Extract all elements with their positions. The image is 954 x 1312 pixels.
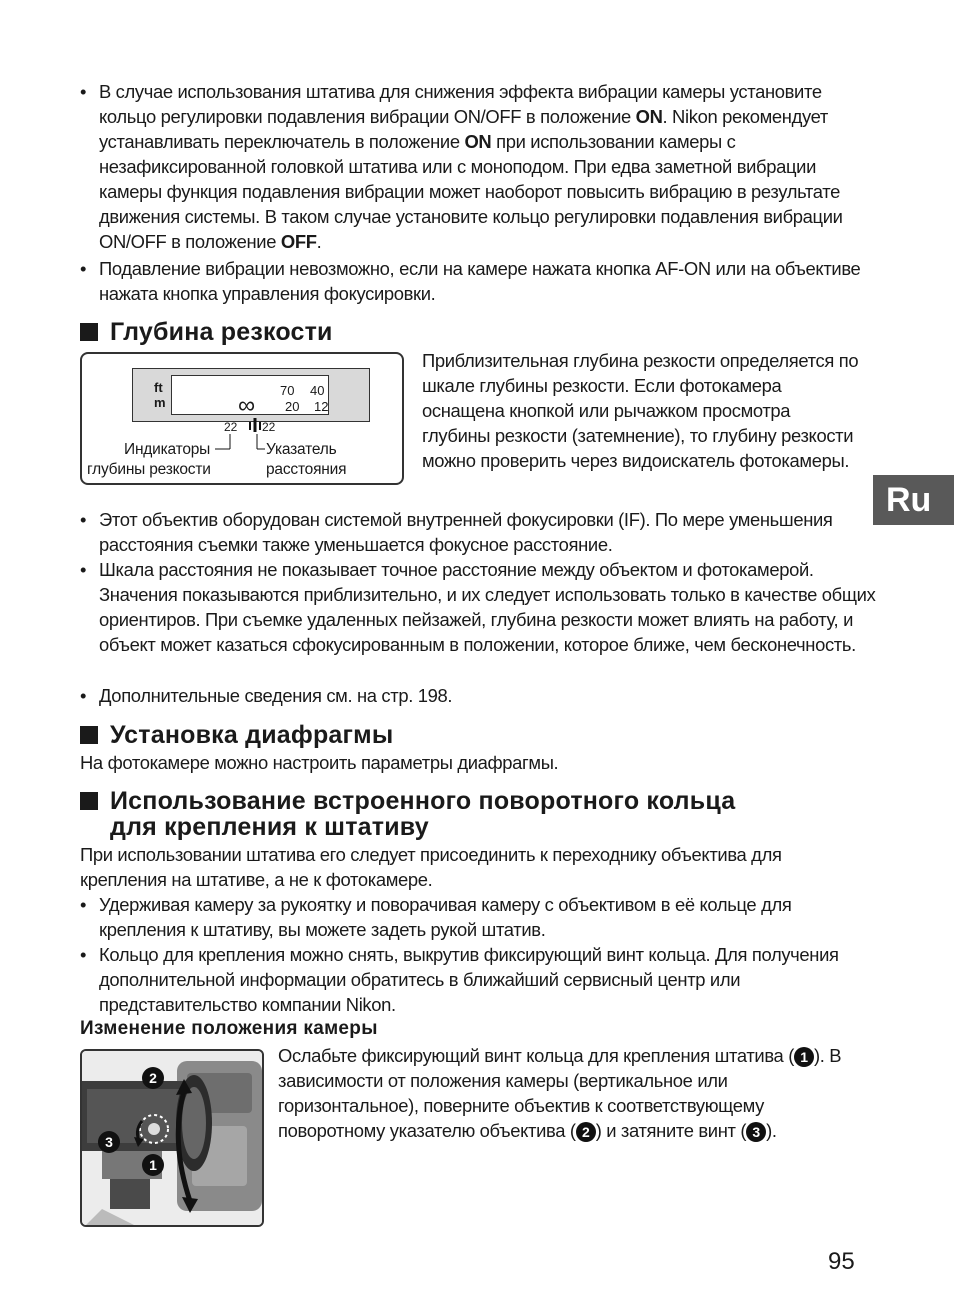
callout-3: 3: [98, 1131, 120, 1153]
off-label: OFF: [280, 231, 317, 252]
step-num-3: 3: [746, 1122, 766, 1142]
vr-af-on-bullet: • Подавление вибрации невозможно, если на камере нажата кнопка AF-ON или на объективе нажата кнопка управления фокусировки.: [80, 256, 879, 306]
on-label: ON: [464, 131, 492, 152]
vr-tripod-bullet: • В случае использования штатива для снижения эффекта вибрации камеры установите кольцо регулировки подавления вибрации ON/OFF в положение ON. Nikon рекомендует устанавливать переключатель в положение ON при использовании камеры с незафиксированной головкой штатива или с моноподом. При едва заметной вибрации камеры функция подавления вибрации может наоборот повысить вибрацию в результате движения системы. В таком случае установите кольцо регулировки подавления вибрации ON/OFF в положение OFF.: [80, 79, 879, 254]
page-number: 95: [828, 1248, 855, 1275]
unit-m: m: [154, 395, 166, 410]
dof-mark-left: 22: [224, 420, 238, 434]
dof-scale-figure: [80, 352, 404, 485]
distance-scale-bullet: • Шкала расстояния не показывает точное расстояние между объектом и фотокамерой. Значения показываются приблизительно, и их следует использовать только в качестве общих ориентиров. При съемке удаленных пейзажей, глубина резкости может влиять на работу, и объект может казаться сфокусированным в положении, которое ближе, чем бесконечность.: [80, 557, 884, 657]
indicators-label-2: глубины резкости: [87, 461, 211, 478]
pointer-label: Указатель: [266, 441, 337, 458]
language-tab: Ru: [873, 475, 954, 525]
tripod-intro: При использовании штатива его следует присоединить к переходнику объектива для крепления на штативе, а не к фотокамере.: [80, 844, 782, 890]
dof-heading: Глубина резкости: [80, 319, 333, 345]
callout-1: 1: [142, 1154, 164, 1176]
camera-position-subheading: Изменение положения камеры: [80, 1018, 378, 1039]
dof-mark-right: 22: [262, 420, 276, 434]
if-bullet: • Этот объектив оборудован системой внутренней фокусировки (IF). По мере уменьшения расстояния съемки также уменьшается фокусное расстояние.: [80, 507, 879, 557]
tripod-bullet-remove: • Кольцо для крепления можно снять, выкрутив фиксирующий винт кольца. Для получения дополнительной информации обратитесь в ближайший сервисный центр или представительство компании Nikon.: [80, 942, 884, 1017]
aperture-text: На фотокамере можно настроить параметры диафрагмы.: [80, 752, 559, 773]
tripod-bullet-grip: • Удерживая камеру за рукоятку и поворачивая камеру с объективом в её кольце для крепления к штативу, вы можете задеть рукой штатив.: [80, 892, 879, 942]
camera-position-step: Ослабьте фиксирующий винт кольца для крепления штатива ( 1 ). В зависимости от положения камеры (вертикальное или горизонтальное), поверните объектив к соответствующему поворотному указателю объектива ( 2 ) и затяните винт ( 3 ).: [278, 1045, 842, 1141]
tripod-heading: Использование встроенного поворотного кольца для крепления к штативу: [80, 788, 735, 840]
ft-value: 40: [310, 383, 325, 398]
pointer-label-2: расстояния: [266, 461, 347, 478]
indicators-label: Индикаторы: [124, 441, 211, 458]
m-value: 12: [314, 399, 329, 414]
heading-square-icon: [80, 792, 98, 810]
ft-value: 70: [280, 383, 295, 398]
callout-2: 2: [142, 1067, 164, 1089]
aperture-heading: Установка диафрагмы: [80, 722, 393, 748]
heading-square-icon: [80, 726, 98, 744]
on-label: ON: [635, 106, 663, 127]
tripod-ring-photo: [80, 1049, 264, 1227]
infinity-mark: ∞: [238, 392, 256, 419]
heading-square-icon: [80, 323, 98, 341]
m-value: 20: [285, 399, 300, 414]
unit-ft: ft: [154, 380, 163, 395]
step-num-1: 1: [794, 1047, 814, 1067]
dof-description: Приблизительная глубина резкости определяется по шкале глубины резкости. Если фотокамера оснащена кнопкой или рычажком просмотра глубины резкости (затемнение), то глубину резкости можно проверить через видоискатель фотокамеры.: [422, 350, 859, 471]
step-num-2: 2: [576, 1122, 596, 1142]
more-info-bullet: • Дополнительные сведения см. на стр. 198.: [80, 683, 879, 708]
